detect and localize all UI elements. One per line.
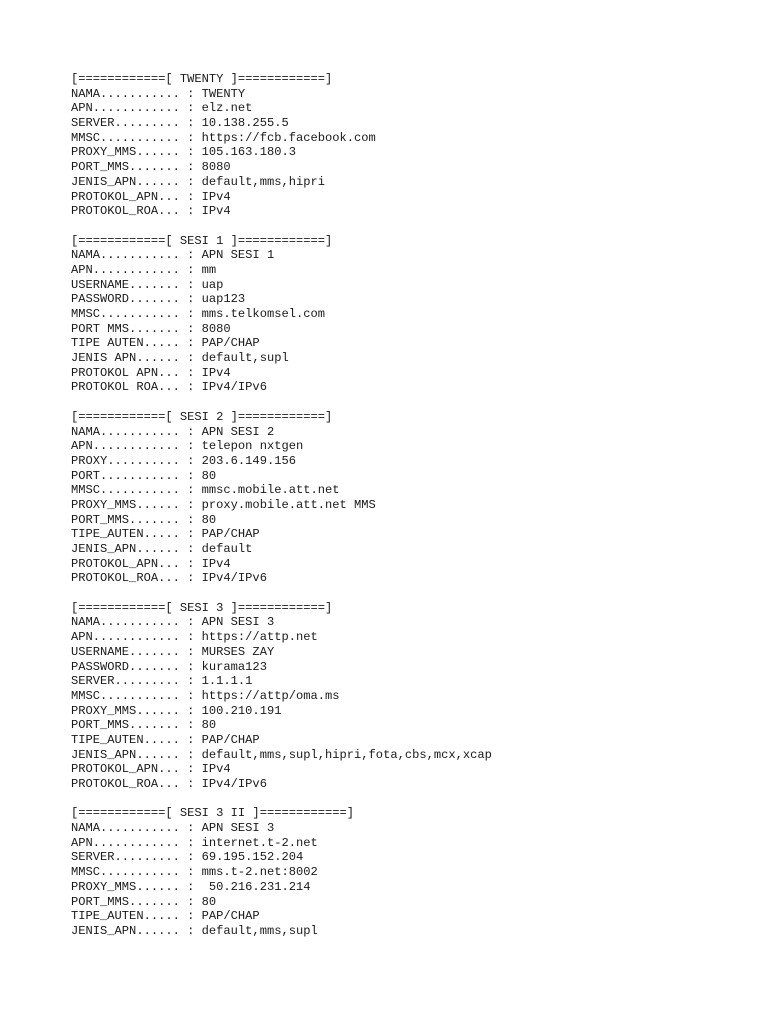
config-row: JENIS_APN...... : default,mms,supl <box>71 923 318 938</box>
config-row: SERVER......... : 69.195.152.204 <box>71 850 304 865</box>
config-row: JENIS APN...... : default,supl <box>71 351 289 366</box>
config-row: PROTOKOL_ROA... : IPv4 <box>71 204 231 219</box>
apn-section <box>71 410 492 586</box>
config-row: JENIS_APN...... : default <box>71 542 253 556</box>
config-row: APN............ : elz.net <box>71 101 253 116</box>
config-row: TIPE_AUTEN..... : PAP/CHAP <box>71 527 260 542</box>
config-row: PROTOKOL_APN... : IPv4 <box>71 556 231 571</box>
config-row: MMSC........... : mmsc.mobile.att.net <box>71 483 340 498</box>
section-header: [============[ SESI 1 ]============] <box>71 233 333 248</box>
config-row: APN............ : telepon nxtgen <box>71 439 304 454</box>
config-row: PORT........... : 80 <box>71 468 217 483</box>
config-row: PROTOKOL_ROA... : IPv4/IPv6 <box>71 571 267 586</box>
section-header: [============[ TWENTY ]============] <box>71 72 333 86</box>
config-row: SERVER......... : 1.1.1.1 <box>71 674 253 689</box>
config-row: PROXY_MMS...... : 105.163.180.3 <box>71 145 296 160</box>
config-row: PORT_MMS....... : 8080 <box>71 160 231 175</box>
config-row: PORT_MMS....... : 80 <box>71 894 217 909</box>
apn-section <box>71 806 492 938</box>
config-row: MMSC........... : mms.t-2.net:8002 <box>71 865 318 880</box>
config-row: MMSC........... : https://attp/oma.ms <box>71 688 340 703</box>
config-row: USERNAME....... : uap <box>71 277 224 292</box>
config-row: PROTOKOL_APN... : IPv4 <box>71 189 231 204</box>
apn-section <box>71 234 492 396</box>
config-row: PASSWORD....... : uap123 <box>71 292 246 307</box>
config-row: PROXY_MMS...... : proxy.mobile.att.net MMS <box>71 497 376 512</box>
config-row: MMSC........... : mms.telkomsel.com <box>71 307 326 321</box>
config-row: NAMA........... : APN SESI 1 <box>71 248 275 263</box>
config-row: NAMA........... : APN SESI 3 <box>71 615 275 630</box>
config-row: APN............ : mm <box>71 262 217 277</box>
section-header: [============[ SESI 3 ]============] <box>71 600 333 615</box>
apn-section <box>71 601 492 792</box>
config-row: PROXY_MMS...... : 50.216.231.214 <box>71 879 311 894</box>
config-row: JENIS_APN...... : default,mms,supl,hipri,fota,cbs,mcx,xcap <box>71 747 492 762</box>
config-row: SERVER......... : 10.138.255.5 <box>71 116 289 131</box>
config-row: TIPE_AUTEN..... : PAP/CHAP <box>71 909 260 924</box>
config-row: PROTOKOL_APN... : IPv4 <box>71 762 231 777</box>
config-row: MMSC........... : https://fcb.facebook.com <box>71 130 376 145</box>
config-row: PORT_MMS....... : 80 <box>71 718 217 733</box>
apn-section <box>71 72 492 219</box>
config-row: NAMA........... : APN SESI 2 <box>71 424 275 439</box>
config-row: TIPE_AUTEN..... : PAP/CHAP <box>71 732 260 747</box>
config-row: PORT_MMS....... : 80 <box>71 512 217 527</box>
config-row: PORT MMS....... : 8080 <box>71 321 231 336</box>
config-row: APN............ : https://attp.net <box>71 630 318 645</box>
section-header: [============[ SESI 2 ]============] <box>71 409 333 424</box>
config-row: TIPE AUTEN..... : PAP/CHAP <box>71 336 260 351</box>
config-row: NAMA........... : APN SESI 3 <box>71 821 275 836</box>
config-row: JENIS_APN...... : default,mms,hipri <box>71 174 326 189</box>
config-row: PROXY.......... : 203.6.149.156 <box>71 453 296 468</box>
section-header: [============[ SESI 3 II ]============] <box>71 806 355 821</box>
config-row: USERNAME....... : MURSES ZAY <box>71 644 275 659</box>
config-row: NAMA........... : TWENTY <box>71 86 246 101</box>
config-row: PROTOKOL APN... : IPv4 <box>71 365 231 380</box>
apn-config-document <box>71 72 492 953</box>
config-row: PROTOKOL_ROA... : IPv4/IPv6 <box>71 777 267 791</box>
config-row: PASSWORD....... : kurama123 <box>71 659 267 674</box>
config-row: PROXY_MMS...... : 100.210.191 <box>71 703 282 718</box>
config-row: APN............ : internet.t-2.net <box>71 835 318 850</box>
config-row: PROTOKOL ROA... : IPv4/IPv6 <box>71 380 267 395</box>
